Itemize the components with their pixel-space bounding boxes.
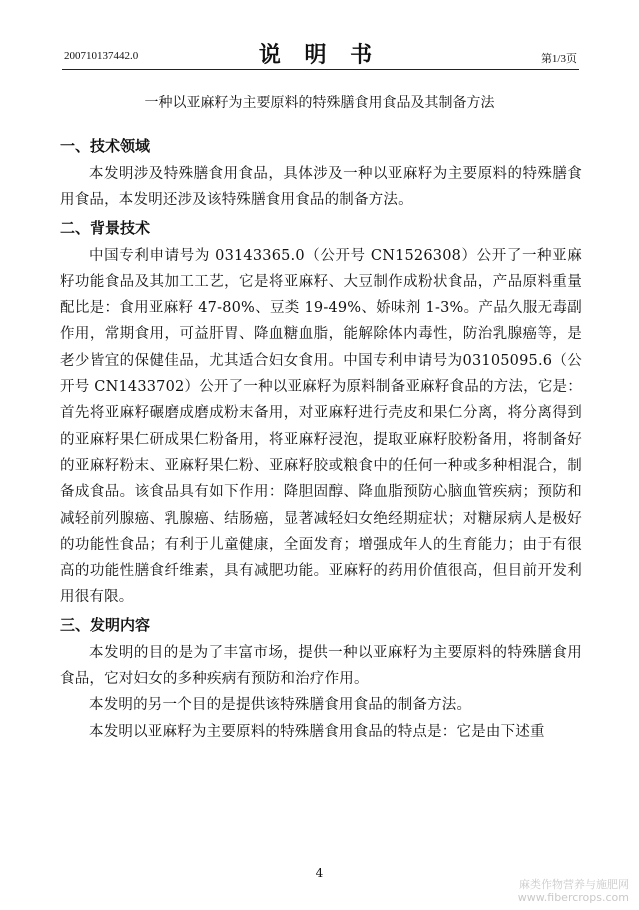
page-number: 4 [315,866,324,880]
section-background [60,216,582,611]
header-title: 说 明 书 [258,43,381,68]
watermark [518,878,629,904]
section-heading: 一、技术领域 [60,137,151,155]
section-technical-field [60,134,582,214]
section-heading: 三、发明内容 [60,615,151,634]
document-title: 一种以亚麻籽为主要原料的特殊膳食用食品及其制备方法 [144,95,495,111]
paragraph: 本发明以亚麻籽为主要原料的特殊膳食用食品的特点是：它是由下述重 [89,723,545,740]
section-heading: 二、背景技术 [60,218,151,237]
paragraph: 本发明的另一个目的是提供该特殊膳食用食品的制备方法。 [89,697,472,714]
watermark-site-name: 麻类作物营养与施肥网 [519,878,629,891]
document-body [60,132,582,745]
paragraph: 中国专利申请号为 03143365.0（公开号 CN1526308）公开了一种亚麻籽功能食品及其加工工艺，它是将亚麻籽、大豆制作成粉状食品，产品原料重量配比是：食用亚麻籽 47-80%、豆类 19-49%、娇味剂 1-3%。产品久服无毒副作用，常期食用，可益肝胃、降血糖血脂，能解除体内毒性，防治乳腺癌等，是老少皆宜的保健佳品，尤其适合妇女食用。中国专利申请号为03105095.6（公开号 CN1433702）公开了一种以亚麻籽为原料制备亚麻籽食品的方法，它是：首先将亚麻籽碾磨成磨成粉末备用，对亚麻籽进行壳皮和果仁分离，将分离得到的亚麻籽果仁研成果仁粉备用，将亚麻籽浸泡，提取亚麻籽胶粉备用，将制备好的亚麻籽粉末、亚麻籽果仁粉、亚麻籽胶或粮食中的任何一种或多种相混合，制备成食品。该食品具有如下作用：降胆固醇、降血脂预防心脑血管疾病；预防和减轻前列腺癌、乳腺癌、结肠癌，显著减轻妇女绝经期症状；对糖尿病人是极好的功能性食品；有利于儿童健康，全面发育；增强成年人的生育能力；由于有很高的功能性膳食纤维素，具有减肥功能。亚麻籽的药用价值很高，但目前开发利用很有限。 [60,247,582,606]
page-indicator: 第1/3页 [540,53,577,65]
header-divider [62,69,579,70]
watermark-url: www.fibercrops.com [517,891,629,904]
paragraph: 本发明的目的是为了丰富市场，提供一种以亚麻籽为主要原料的特殊膳食用食品，它对妇女的多种疾病有预防和治疗作用。 [60,644,582,688]
section-invention-content [60,613,582,745]
paragraph: 本发明涉及特殊膳食用食品，具体涉及一种以亚麻籽为主要原料的特殊膳食用食品，本发明还涉及该特殊膳食用食品的制备方法。 [60,166,582,209]
page-header [0,0,639,72]
application-number: 200710137442.0 [64,50,139,62]
